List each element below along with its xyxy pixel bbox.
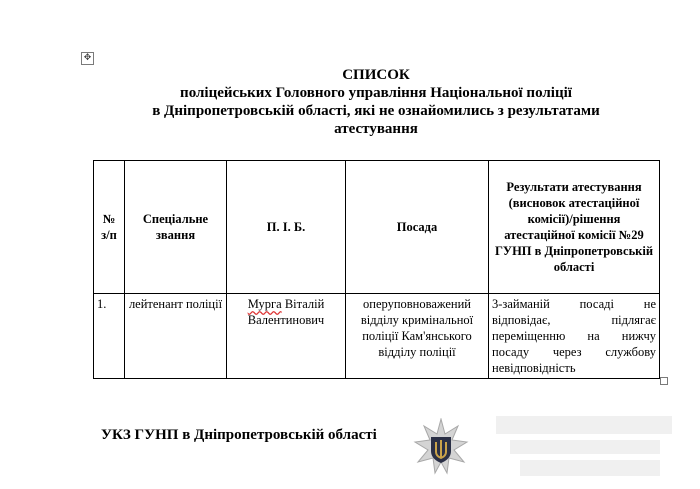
officers-table [93, 160, 660, 379]
cell-result: 3-займаній посаді не відповідає, підлягає переміщенню на нижчу посаду через службову невідповідність [489, 294, 660, 379]
table-header-row [94, 161, 660, 294]
cell-rank: лейтенант поліції [125, 294, 227, 379]
cell-position: оперуповноважений відділу кримінальної поліції Кам'янського відділу поліції [346, 294, 489, 379]
faded-stamp-watermark [490, 408, 680, 486]
document-subtitle-line-2: в Дніпропетровській області, які не ознайомились з результатами [152, 103, 600, 119]
header-rank: Спеціальне звання [125, 161, 227, 294]
given-names: Віталій Валентинович [247, 297, 325, 327]
surname-spellcheck-underline: Мурга [247, 297, 282, 311]
table-row [94, 294, 660, 379]
document-title: СПИСОК [342, 67, 410, 83]
document-title-block [100, 66, 652, 138]
table-move-handle-icon[interactable]: ✥ [81, 52, 94, 65]
cell-number: 1. [94, 294, 125, 379]
table-resize-handle[interactable] [660, 377, 668, 385]
document-subtitle-line-1: поліцейських Головного управління Національної поліції [180, 85, 572, 101]
header-result: Результати атестування (висновок атестаційної комісії)/рішення атестаційної комісії №29 ГУНП в Дніпропетровській області [489, 161, 660, 294]
header-position: Посада [346, 161, 489, 294]
header-full-name: П. І. Б. [227, 161, 346, 294]
header-number: № з/п [94, 161, 125, 294]
cell-full-name [227, 294, 346, 379]
document-subtitle-line-3: атестування [334, 121, 418, 137]
police-emblem-icon [412, 418, 470, 476]
footer-signature: УКЗ ГУНП в Дніпропетровській області [101, 427, 377, 443]
